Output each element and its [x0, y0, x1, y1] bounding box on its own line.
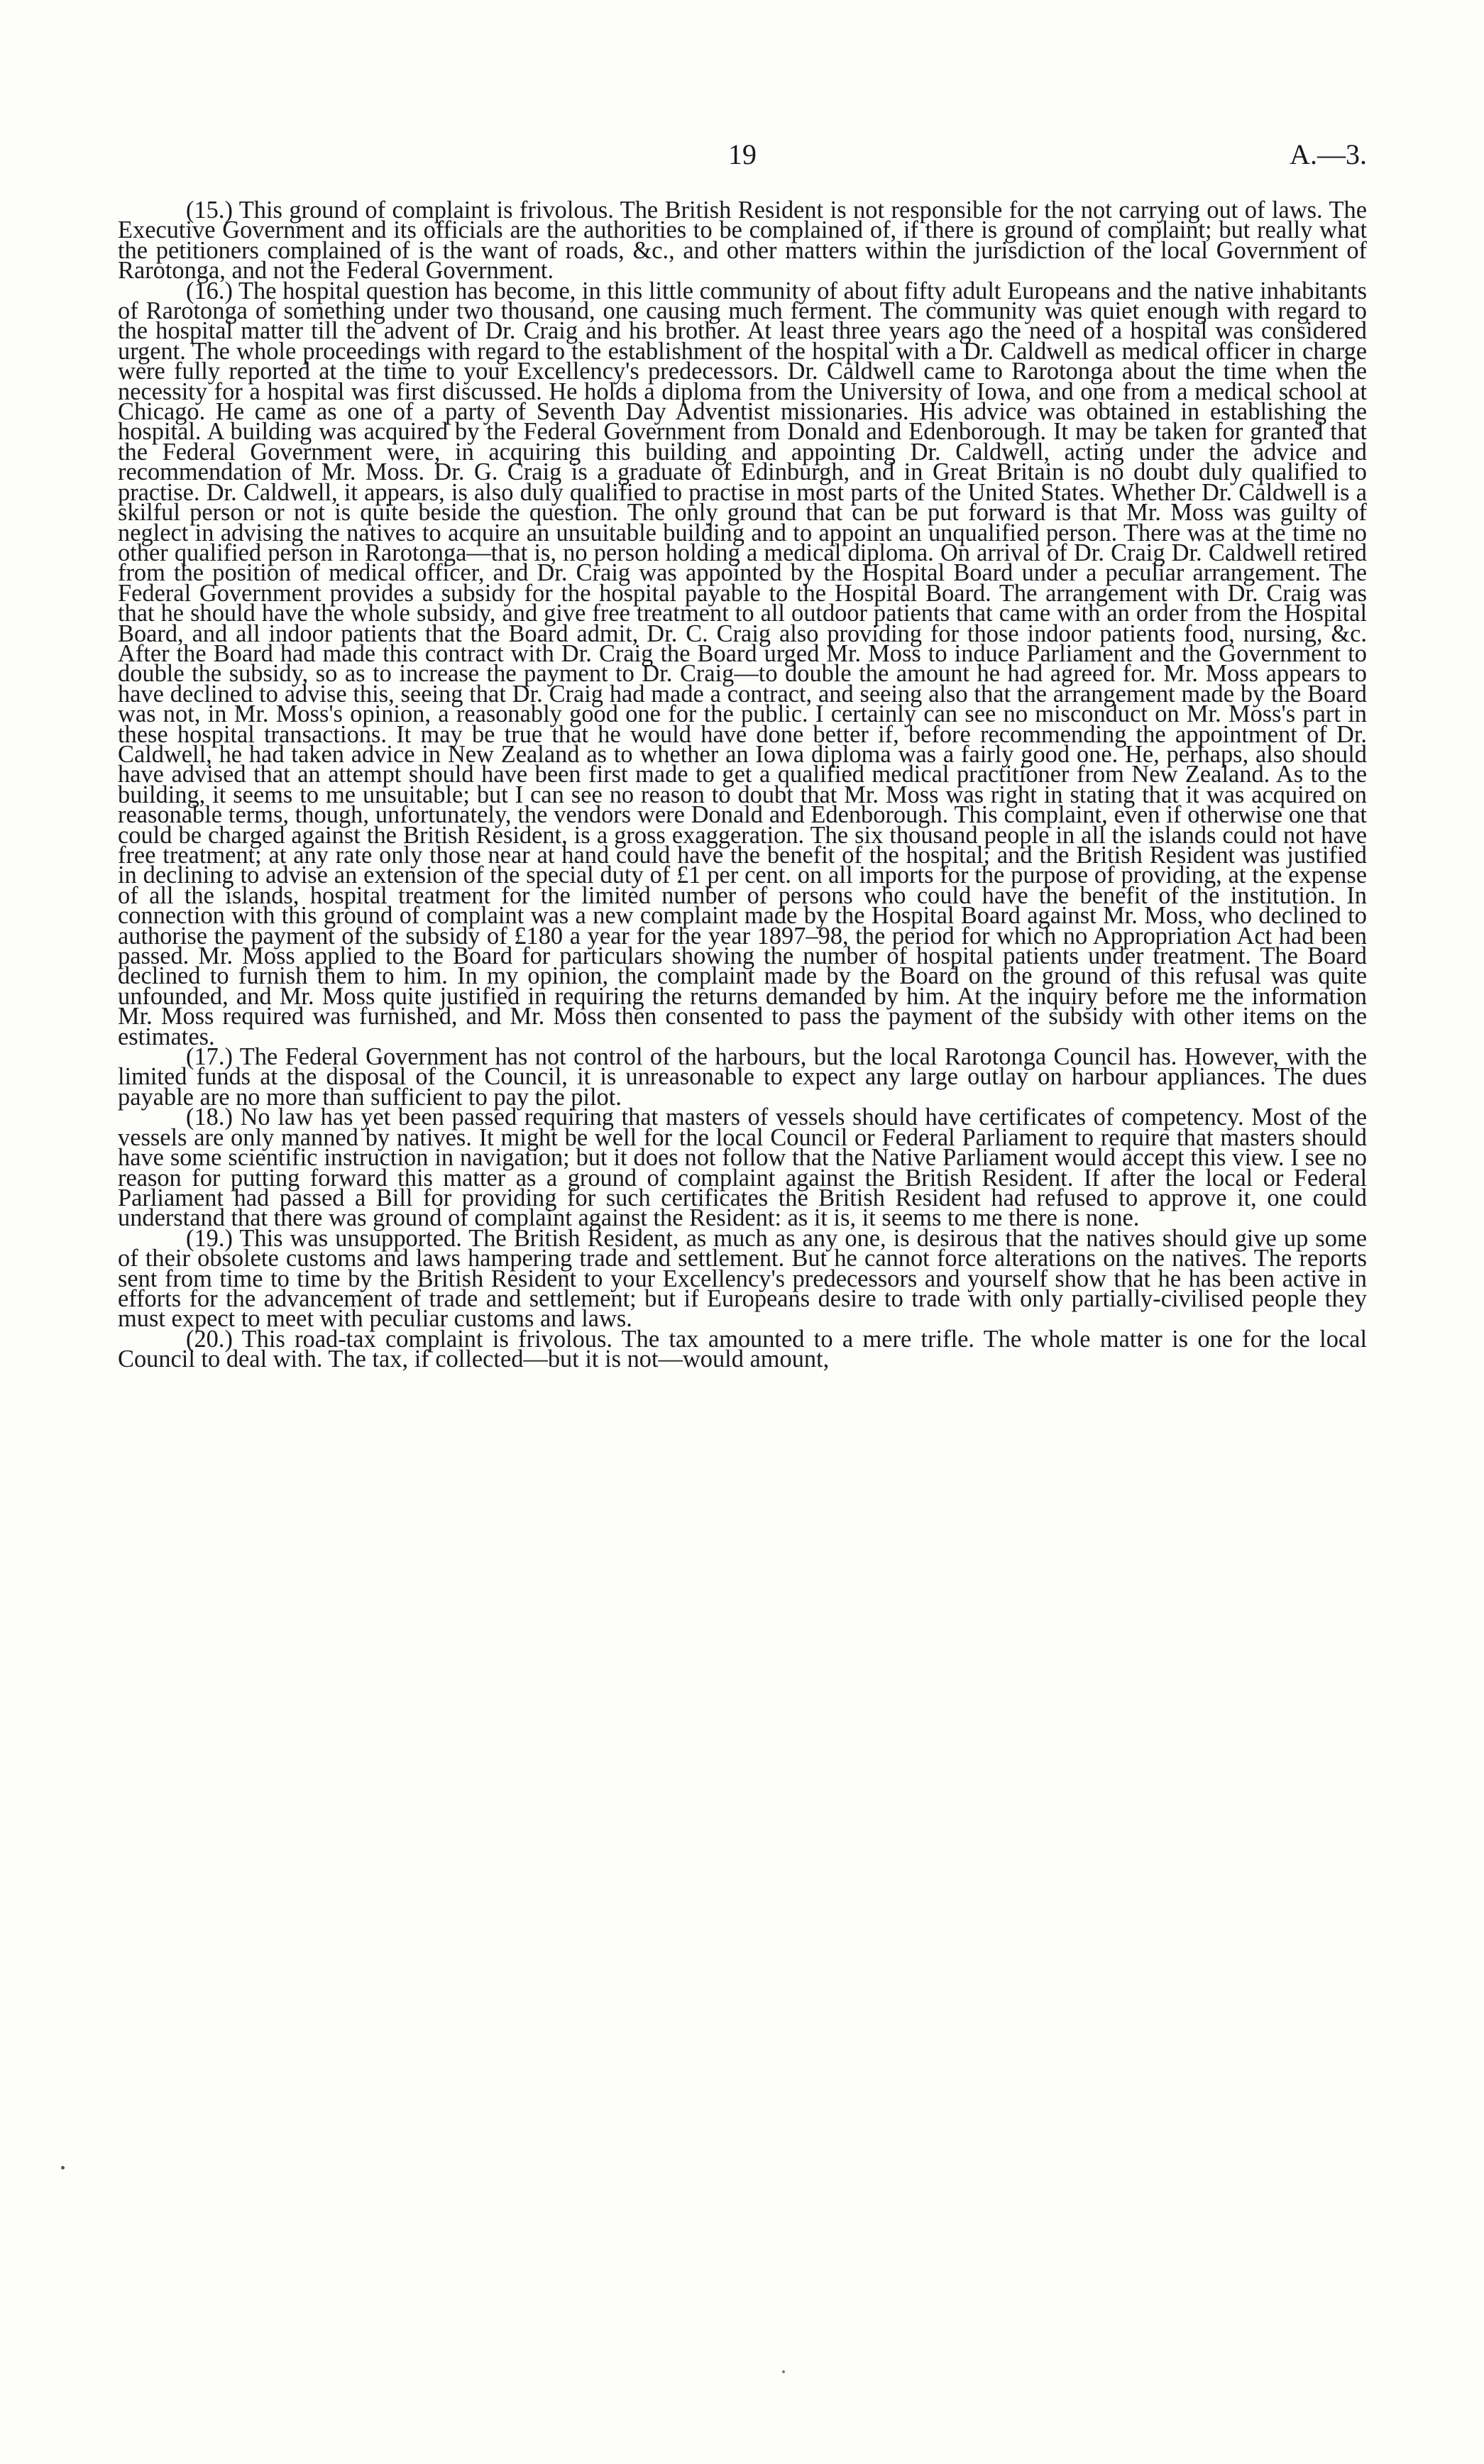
page-header [118, 133, 1367, 176]
paragraph-15: (15.) This ground of complaint is frivolous. The British Resident is not responsible for the not carrying out of laws. The Executive Government and its officials are the authorities to be complained of, if there is ground of complaint; but really what the petitioners complained of is the want of roads, &c., and other matters within the jurisdiction of the local Government of Rarotonga, and not the Federal Government. [118, 197, 1367, 285]
paragraph-20: (20.) This road-tax complaint is frivolous. The tax amounted to a mere trifle. The whole matter is one for the local Council to deal with. The tax, if collected—but it is not—would amount, [118, 1325, 1367, 1373]
paragraph-19: (19.) This was unsupported. The British Resident, as much as any one, is desirous that the natives should give up some of their obsolete customs and laws hampering trade and settlement. But he cannot force alterations on the natives. The reports sent from time to time by the British Resident to your Excellency's predecessors and yourself show that he has been active in efforts for the advancement of trade and settlement; but if Europeans desire to trade with only partially-civilised people they must expect to meet with peculiar customs and laws. [118, 1224, 1367, 1333]
scan-speck [61, 2166, 65, 2169]
scan-speck [782, 2370, 785, 2373]
paragraph-18: (18.) No law has yet been passed requiring that masters of vessels should have certificates of competency. Most of the vessels are only manned by natives. It might be well for the local Council or Federal Parliament to require that masters should have some scientific instruction in navigation; but it does not follow that the Native Parliament would accept this view. I see no reason for putting forward this matter as a ground of complaint against the British Resident. If after the local or Federal Parliament had passed a Bill for providing for such certificates the British Resident had refused to approve it, one could understand that there was ground of complaint against the Resident: as it is, it seems to me there is none. [118, 1104, 1367, 1232]
document-reference: A.—3. [1290, 138, 1367, 170]
paragraph-16: (16.) The hospital question has become, in this little community of about fifty adult Europeans and the native inhabitants of Rarotonga of something under two thousand, one causing much ferment. The community was quiet enough with regard to the hospital matter till the advent of Dr. Craig and his brother. At least three years ago the need of a hospital was considered urgent. The whole proceedings with regard to the establishment of the hospital with a Dr. Caldwell as medical officer in charge were fully reported at the time to your Excellency's predecessors. Dr. Caldwell came to Rarotonga about the time when the necessity for a hospital was first discussed. He holds a diploma from the University of Iowa, and one from a medical school at Chicago. He came as one of a party of Seventh Day Adventist missionaries. His advice was obtained in establishing the hospital. A building was acquired by the Federal Government from Donald and Edenborough. It may be taken for granted that the Federal Government were, in acquiring this building and appointing Dr. Caldwell, acting under the advice and recommendation of Mr. Moss. Dr. G. Craig is a graduate of Edinburgh, and in Great Britain is no doubt duly qualified to practise. Dr. Caldwell, it appears, is also duly qualified to practise in most parts of the United States. Whether Dr. Caldwell is a skilful person or not is quite beside the question. The only ground that can be put forward is that Mr. Moss was guilty of neglect in advising the natives to acquire an unsuitable building and to appoint an unqualified person. There was at the time no other qualified person in Rarotonga—that is, no person holding a medical diploma. On arrival of Dr. Craig Dr. Caldwell retired from the position of medical officer, and Dr. Craig was appointed by the Hospital Board under a peculiar arrangement. The Federal Government provides a subsidy for the hospital payable to the Hospital Board. The arrangement with Dr. Craig was that he should have the whole subsidy, and give free treatment to all outdoor patients that came with an order from the Hospital Board, and all indoor patients that the Board admit, Dr. C. Craig also providing for those indoor patients food, nursing, &c. After the Board had made this contract with Dr. Craig the Board urged Mr. Moss to induce Parliament and the Government to double the subsidy, so as to increase the payment to Dr. Craig—to double the amount he had agreed for. Mr. Moss appears to have declined to advise this, seeing that Dr. Craig had made a contract, and seeing also that the arrangement made by the Board was not, in Mr. Moss's opinion, a reasonably good one for the public. I certainly can see no misconduct on Mr. Moss's part in these hospital transactions. It may be true that he would have done better if, before recommending the appointment of Dr. Caldwell, he had taken advice in New Zealand as to whether an Iowa diploma was a fairly good one. He, perhaps, also should have advised that an attempt should have been first made to get a qualified medical practitioner from New Zealand. As to the building, it seems to me unsuitable; but I can see no reason to doubt that Mr. Moss was right in stating that it was acquired on reasonable terms, though, unfortunately, the vendors were Donald and Edenborough. This complaint, even if otherwise one that could be charged against the British Resident, is a gross exaggeration. The six thousand people in all the islands could not have free treatment; at any rate only those near at hand could have the benefit of the hospital; and the British Resident was justified in declining to advise an extension of the special duty of £1 per cent. on all imports for the purpose of providing, at the expense of all the islands, hospital treatment for the limited number of persons who could have the benefit of the institution. In connection with this ground of complaint was a new complaint made by the Hospital Board against Mr. Moss, who declined to authorise the payment of the subsidy of £180 a year for the year 1897–98, the period for which no Appropriation Act had been passed. Mr. Moss applied to the Board for particulars showing the number of hospital patients under treatment. The Board declined to furnish them to him. In my opinion, the complaint made by the Board on the ground of this refusal was quite unfounded, and Mr. Moss quite justified in requiring the returns demanded by him. At the inquiry before me the information Mr. Moss required was furnished, and Mr. Moss then consented to pass the payment of the subsidy with other items on the estimates. [118, 277, 1367, 1050]
paragraph-17: (17.) The Federal Government has not control of the harbours, but the local Rarotonga Council has. However, with the limited funds at the disposal of the Council, it is unreasonable to expect any large outlay on harbour appliances. The dues payable are no more than sufficient to pay the pilot. [118, 1043, 1367, 1111]
page-number: 19 [728, 138, 757, 170]
body-text [118, 197, 1367, 1373]
